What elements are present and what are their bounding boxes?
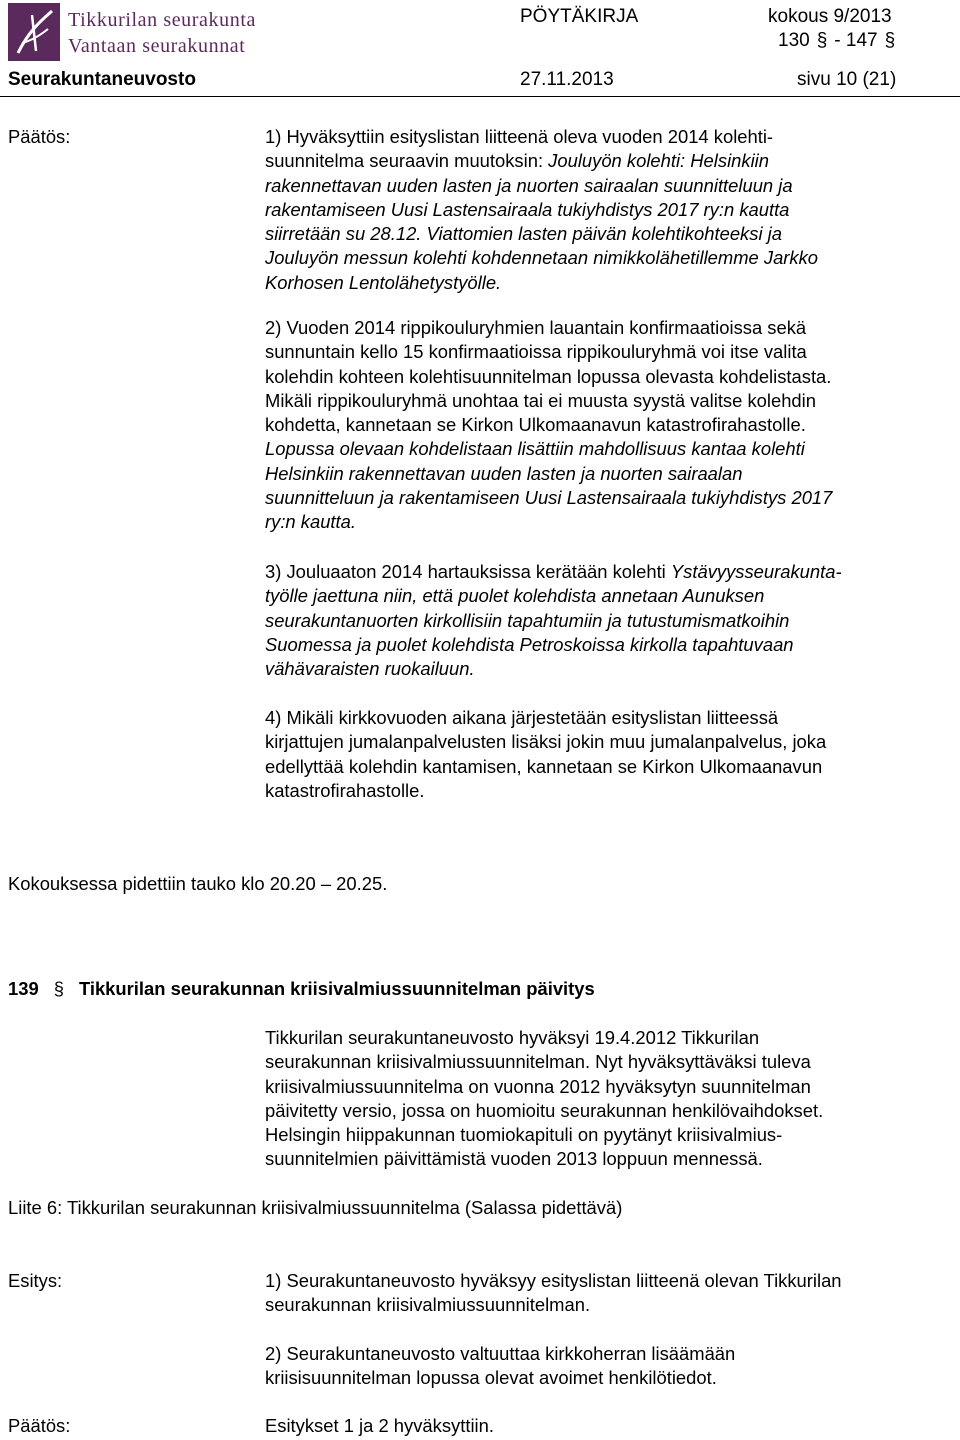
section-range: [778, 30, 897, 52]
decision-paragraph-1: [265, 125, 955, 295]
logo-text-line2: Vantaan seurakunnat: [68, 35, 246, 57]
paragraph-line: kriisivalmiussuunnitelma on vuonna 2012 hyväksytyn suunnitelman: [265, 1075, 811, 1097]
paragraph-line: 2) Seurakuntaneuvosto valtuuttaa kirkkoherran lisäämään: [265, 1343, 736, 1364]
section-end: - 147: [834, 30, 878, 51]
paragraph-text: suunnitelma seuraavin muutoksin:: [265, 150, 549, 172]
break-note: Kokouksessa pidettiin tauko klo 20.20 – 20.25.: [8, 873, 388, 894]
meeting-number: kokous 9/2013: [768, 6, 892, 27]
paragraph-line: rakentamiseen Uusi Lastensairaala tukiyhdistys 2017 ry:n kautta: [265, 198, 790, 220]
section-start: 130: [778, 30, 810, 51]
paragraph-line: päivitetty versio, jossa on huomioitu seurakunnan henkilövaihdokset.: [265, 1099, 824, 1121]
cross-emblem-icon: [8, 3, 60, 61]
header-divider: [0, 96, 960, 97]
paragraph-line: Helsinkiin rakennettavan uuden lasten ja nuorten sairaalan: [265, 462, 743, 484]
meeting-date: 27.11.2013: [520, 69, 614, 90]
paragraph-line: ry:n kautta.: [265, 511, 356, 533]
paragraph-line: Korhosen Lentolähetystyölle.: [265, 271, 502, 293]
paragraph-line: sunnuntain kello 15 konfirmaatioissa rippikouluryhmä voi itse valita: [265, 341, 807, 363]
decision-text-2: Esitykset 1 ja 2 hyväksyttiin.: [265, 1415, 494, 1436]
paragraph-line: [265, 560, 955, 584]
paragraph-line: siirretään su 28.12. Viattomien lasten päivän kolehtikohteeksi ja: [265, 223, 782, 245]
paragraph-line: Mikäli rippikouluryhmä unohtaa tai ei muusta syystä valitse kolehdin: [265, 389, 816, 411]
section-symbol-icon: §: [816, 30, 828, 51]
proposal-2: [265, 1342, 955, 1391]
paragraph-line: Tikkurilan seurakuntaneuvosto hyväksyi 19.4.2012 Tikkurilan: [265, 1027, 760, 1048]
paragraph-line: edellyttää kolehdin kantamisen, kannetaan se Kirkon Ulkomaanavun: [265, 755, 823, 777]
paragraph-line: suunnitelmien päivittämistä vuoden 2013 loppuun mennessä.: [265, 1148, 763, 1170]
attachment-note: Liite 6: Tikkurilan seurakunnan kriisivalmiussuunnitelma (Salassa pidettävä): [8, 1197, 623, 1218]
document-type: PÖYTÄKIRJA: [520, 6, 639, 27]
paragraph-line: Helsingin hiippakunnan tuomiokapituli on pyytänyt kriisivalmius-: [265, 1124, 783, 1146]
paragraph-line: 2) Vuoden 2014 rippikouluryhmien lauantain konfirmaatioissa sekä: [265, 317, 807, 338]
body-name: Seurakuntaneuvosto: [8, 69, 196, 90]
paragraph-line: Jouluyön messun kolehti kohdennetaan nimikkolähetillemme Jarkko: [265, 247, 819, 269]
paragraph-line: [265, 149, 955, 173]
paragraph-line: Suomessa ja puolet kolehdista Petroskoissa kirkolla tapahtuvaan: [265, 633, 794, 655]
paragraph-line: 1) Hyväksyttiin esityslistan liitteenä oleva vuoden 2014 kolehti-: [265, 126, 774, 147]
section-symbol-icon: §: [884, 30, 896, 51]
paragraph-italic: Jouluyön kolehti: Helsinkiin: [548, 150, 769, 172]
paragraph-line: suunnitteluun ja rakentamiseen Uusi Lastensairaala tukiyhdistys 2017: [265, 487, 833, 509]
decision-paragraph-2: [265, 316, 955, 535]
paragraph-line: työlle jaettuna niin, että puolet kolehdista annetaan Aunuksen: [265, 585, 765, 607]
organization-logo: [8, 3, 308, 65]
decision-paragraph-4: [265, 706, 955, 803]
paragraph-line: 1) Seurakuntaneuvosto hyväksyy esityslistan liitteenä olevan Tikkurilan: [265, 1270, 842, 1291]
paragraph-text: 3) Jouluaaton 2014 hartauksissa kerätään kolehti: [265, 561, 671, 582]
paragraph-line: kohdetta, kannetaan se Kirkon Ulkomaanavun katastrofirahastolle.: [265, 414, 806, 436]
proposal-1: [265, 1269, 955, 1318]
paragraph-line: katastrofirahastolle.: [265, 779, 425, 801]
paragraph-line: 4) Mikäli kirkkovuoden aikana järjestetään esityslistan liitteessä: [265, 707, 779, 728]
proposal-label: Esitys:: [8, 1270, 63, 1291]
section-heading: [8, 977, 595, 1001]
page-number: sivu 10 (21): [797, 69, 897, 90]
decision-paragraph-3: [265, 560, 955, 681]
decision-label-2: Päätös:: [8, 1415, 71, 1436]
paragraph-line: kirjattujen jumalanpalvelusten lisäksi jokin muu jumalanpalvelus, joka: [265, 731, 827, 753]
section-symbol-icon: §: [53, 978, 64, 999]
paragraph-line: kolehdin kohteen kolehtisuunnitelman lopussa olevasta kohdelistasta.: [265, 365, 832, 387]
paragraph-line: seurakunnan kriisivalmiussuunnitelman.: [265, 1294, 591, 1316]
decision-label: Päätös:: [8, 126, 71, 147]
paragraph-line: rakennettavan uuden lasten ja nuorten sairaalan suunnitteluun ja: [265, 174, 793, 196]
paragraph-line: kriisisuunnitelman lopussa olevat avoimet henkilötiedot.: [265, 1367, 717, 1389]
paragraph-line: Lopussa olevaan kohdelistaan lisättiin mahdollisuus kantaa kolehti: [265, 438, 805, 460]
logo-text-line1: Tikkurilan seurakunta: [68, 9, 256, 31]
paragraph-italic: Ystävyysseurakunta-: [670, 561, 842, 582]
section-number: 139: [8, 978, 39, 999]
section-title: Tikkurilan seurakunnan kriisivalmiussuunnitelman päivitys: [78, 978, 595, 999]
paragraph-line: vähävaraisten ruokailuun.: [265, 658, 475, 680]
paragraph-line: seurakuntanuorten kirkollisiin tapahtumiin ja tutustumismatkoihin: [265, 609, 790, 631]
paragraph-line: seurakunnan kriisivalmiussuunnitelman. Nyt hyväksyttäväksi tuleva: [265, 1051, 811, 1073]
section-body: [265, 1026, 955, 1172]
